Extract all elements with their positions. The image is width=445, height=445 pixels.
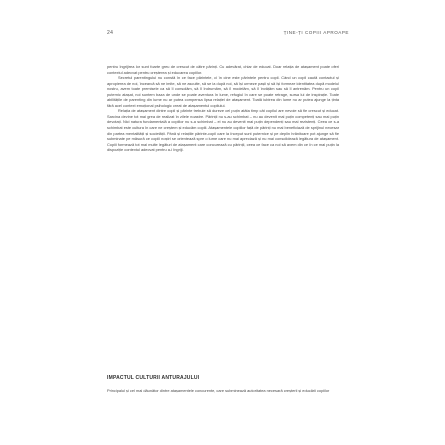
paragraph: Relația de atașament dintre copil și părinte trebuie să dureze cel puțin atâta timp cât copilul are nevoie să fie crescut și educat. Sarcina devine tot mai grea de realizat în zilele noastre. Părinții nu s-au schimbat – nu au devenit mai puțin competenți sau mai puțin devotați. Nici natura fundamentală a copiilor nu s-a schimbat – ei nu au devenit mai puțin dependenți sau mai rezistenți. Ceea ce s-a schimbat este cultura în care ne creștem și educăm copiii. Atașamentele copiilor față de părinți nu mai beneficiază de sprijinul necesar din partea mentalității și societății. Până și relațiile părinte-copil care la început sunt puternice și pe deplin hrănitoare pot ajunge să fie subminate pe măsură ce copiii noștri se orientează spre o lume care nu mai apreciază și nu mai consolidează legătura de atașament. Copiii formează tot mai multe legături de atașament care concurează cu părinții, ceea ce face ca noi să avem din ce în ce mai puțin la dispoziție contextul adecvat pentru a-i îngriji.: [107, 108, 339, 153]
paragraph: Secretul parentingului nu constă în ce face părintele, ci în cine este părintele pentru copil. Când un copil caută contactul și apropierea de noi, încearcă să ne imite, să ne asculte, să se ia după noi, să își urmeze pașii și să își formeze identitatea după modelul nostru, avem toate premisele ca să îl consolăm, să îl îndrumăm, să îl modelăm, să îl învățăm sau să îl antrenăm. Pentru un copil puternic atașat, noi suntem baza de unde se poate aventura în lume, refugiul în care se poate retrage, sursa lui de inspirație. Toate abilitățile de parenting din lume nu ar putea compensa lipsa relației de atașament. Toată iubirea din lume nu ar putea ajunge la ținta fără acel context emoțional psihologic creat de atașamentul copilului.: [107, 75, 339, 108]
paragraph: Principalul și cel mai dăunător dintre atașamentele concurente, care subminează autoritatea necesară creșterii și educării copiilor: [107, 388, 330, 393]
body-text: [107, 64, 339, 153]
running-title: ȚINE-ȚI COPIII APROAPE: [283, 30, 349, 35]
section-body: [107, 388, 339, 394]
section-heading: IMPACTUL CULTURII ANTURAJULUI: [107, 375, 200, 381]
page-number: 24: [107, 30, 114, 36]
paragraph: pentru îngrijirea lor sunt foarte greu de crescut de către părinți. Cu adevărat, chiar de educat. Doar relația de atașament poate oferi contextul adecvat pentru creșterea și educarea copiilor.: [107, 64, 339, 75]
